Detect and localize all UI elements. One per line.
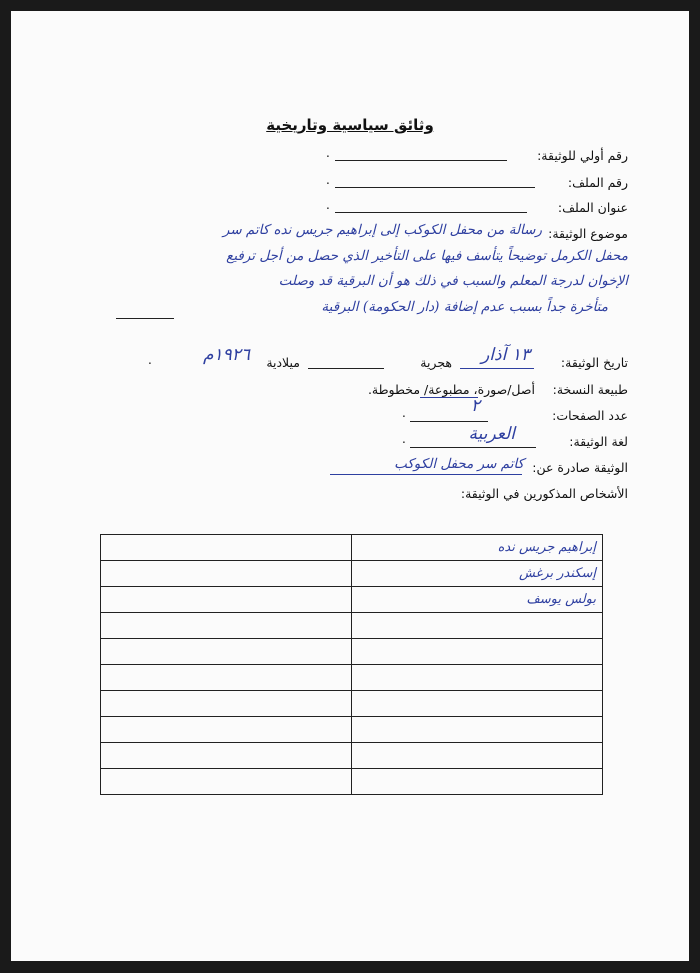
subject-line-2: محفل الكرمل توضيحاً يتأسف فيها على التأخير الذي حصل من أجل ترفيع: [226, 248, 628, 264]
table-row: [101, 769, 603, 795]
subject-line-4: متأخرة جداً بسبب عدم إضافة (دار الحكومة) البرقية: [321, 299, 608, 315]
table-row: [101, 743, 603, 769]
initial-number-line: [335, 160, 507, 161]
person-cell: [352, 769, 603, 795]
date-dot: .: [148, 353, 152, 367]
initial-number-label: رقم أولي للوثيقة:: [537, 148, 628, 163]
person-cell: [352, 613, 603, 639]
table-row: [101, 691, 603, 717]
issuer-label: الوثيقة صادرة عن:: [532, 460, 628, 475]
person-cell: [352, 665, 603, 691]
person-cell: بولس يوسف: [352, 587, 603, 613]
person-cell: [352, 717, 603, 743]
date-hijri-value: ١٣ آذار: [481, 345, 530, 365]
empty-cell: [101, 769, 352, 795]
empty-cell: [101, 743, 352, 769]
empty-cell: [101, 717, 352, 743]
subject-line-3: الإخوان لدرجة المعلم والسبب في ذلك هو أن البرقية قد وصلت: [278, 273, 628, 289]
pages-dot: .: [402, 406, 406, 420]
table-row: [101, 639, 603, 665]
issuer-value: كاتم سر محفل الكوكب: [394, 456, 524, 472]
date-gregorian-value: ١٩٢٦م: [202, 345, 250, 365]
person-cell: إبراهيم جريس نده: [352, 535, 603, 561]
empty-cell: [101, 639, 352, 665]
pages-value: ٢: [470, 396, 480, 416]
language-line: [410, 447, 536, 448]
file-title-label: عنوان الملف:: [557, 200, 628, 215]
subject-line-1: رسالة من محفل الكوكب إلى إبراهيم جريس نده كاتم سر: [222, 222, 542, 238]
table-row: [101, 587, 603, 613]
subject-trailing-line: [116, 318, 174, 319]
person-cell: [352, 691, 603, 717]
person-cell: [352, 743, 603, 769]
persons-label: الأشخاص المذكورين في الوثيقة:: [460, 486, 628, 501]
pages-label: عدد الصفحات:: [552, 408, 628, 423]
language-label: لغة الوثيقة:: [569, 434, 628, 449]
empty-cell: [101, 587, 352, 613]
language-dot: .: [402, 432, 406, 446]
printed-circle-mark: [420, 397, 478, 398]
hijri-blank-line: [308, 368, 384, 369]
copy-type-label: طبيعة النسخة:: [552, 382, 628, 397]
file-number-dot: .: [326, 173, 330, 187]
person-cell: إسكندر برغش: [352, 561, 603, 587]
table-row: [101, 613, 603, 639]
hijri-word: هجرية: [420, 355, 452, 370]
persons-table: [100, 534, 603, 795]
table-row: [101, 665, 603, 691]
language-value: العربية: [468, 424, 515, 444]
subject-label: موضوع الوثيقة:: [548, 226, 628, 241]
table-row: [101, 717, 603, 743]
file-title-line: [335, 212, 527, 213]
file-title-dot: .: [326, 198, 330, 212]
table-row: [101, 535, 603, 561]
empty-cell: [101, 691, 352, 717]
date-hijri-line: [460, 368, 534, 369]
gregorian-word: ميلادية: [266, 355, 300, 370]
file-number-label: رقم الملف:: [567, 175, 628, 190]
file-number-line: [335, 187, 535, 188]
pages-line: [410, 421, 488, 422]
empty-cell: [101, 535, 352, 561]
empty-cell: [101, 613, 352, 639]
issuer-line: [330, 474, 522, 475]
initial-number-dot: .: [326, 146, 330, 160]
table-row: [101, 561, 603, 587]
date-label: تاريخ الوثيقة:: [560, 355, 628, 370]
empty-cell: [101, 561, 352, 587]
document-title: وثائق سياسية وتاريخية: [266, 116, 434, 134]
copy-type-options: أصل/صورة، مطبوعة/ مخطوطة.: [367, 382, 535, 397]
empty-cell: [101, 665, 352, 691]
person-cell: [352, 639, 603, 665]
